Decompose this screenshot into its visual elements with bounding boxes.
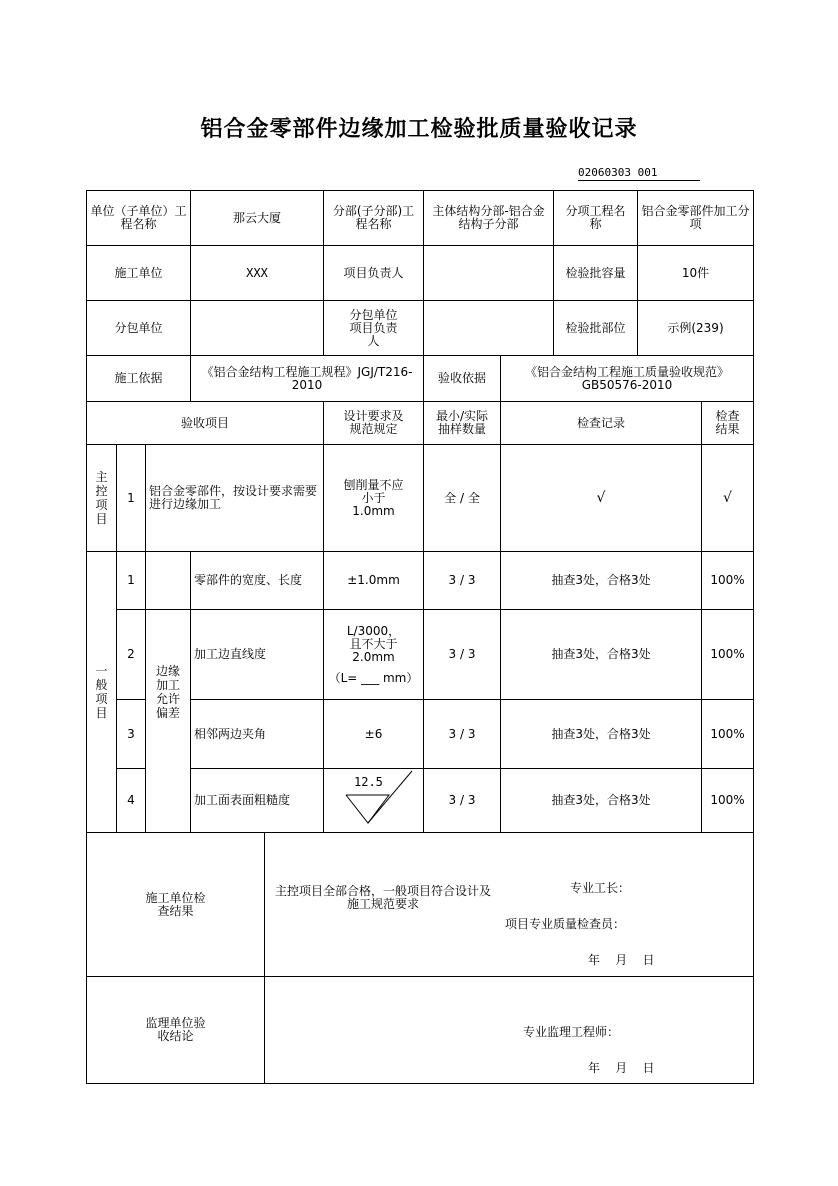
- project-manager-label: 项目负责人: [343, 265, 404, 280]
- roughness-value: 12.5: [354, 775, 383, 789]
- unit-name-value: 那云大厦: [232, 210, 281, 225]
- supervision-conclusion-label: 监理单位验收结论: [145, 1016, 206, 1043]
- division-label: 分部(子分部)工程名称: [332, 204, 415, 231]
- col-sample-header: 最小/实际抽样数量: [435, 409, 489, 436]
- batch-location-label: 检验批部位: [565, 320, 626, 335]
- sub-pm-value: [424, 301, 553, 355]
- general-row-no: 3: [127, 726, 135, 741]
- general-row-no: 2: [127, 647, 135, 661]
- main-control-label: 主控项目: [95, 470, 108, 526]
- accept-basis-value: 《铝合金结构工程施工质量验收规范》GB50576-2010: [524, 364, 729, 392]
- general-items-label: 一般项目: [95, 664, 108, 720]
- main-item-sample: 全 / 全: [444, 490, 480, 505]
- contractor-label: 施工单位: [114, 265, 163, 280]
- supervision-engineer-label: 专业监理工程师：: [523, 1025, 620, 1039]
- subcontractor-label: 分包单位: [114, 320, 163, 335]
- general-row-name: 相邻两边夹角: [194, 726, 267, 741]
- basis-value: 《铝合金结构工程施工规程》JGJ/T216-2010: [201, 364, 413, 392]
- basis-label: 施工依据: [114, 371, 163, 385]
- general-row-record: 抽查3处，合格3处: [551, 793, 651, 807]
- construction-conclusion: 主控项目全部合格，一般项目符合设计及施工规范要求: [274, 884, 491, 911]
- construction-result-label: 施工单位检查结果: [145, 890, 206, 918]
- general-row-result: 100%: [710, 793, 745, 807]
- general-row-result: 100%: [710, 726, 745, 741]
- sub-pm-label: 分包单位项目负责人: [349, 307, 398, 348]
- accept-basis-label: 验收依据: [437, 371, 486, 385]
- unit-name-label: 单位（子单位）工程名称: [90, 204, 187, 231]
- main-item-record: √: [596, 489, 606, 506]
- general-row-sample: 3 / 3: [448, 573, 476, 587]
- edge-deviation-group-label: 边缘加工允许偏差: [155, 664, 180, 720]
- general-row-name: 加工边直线度: [194, 647, 267, 661]
- col-spec-header: 设计要求及规范规定: [343, 409, 404, 436]
- quality-inspector-label: 项目专业质量检查员：: [505, 917, 626, 931]
- batch-location-value: 示例(239): [667, 320, 724, 335]
- subitem-label: 分项工程名称: [565, 204, 626, 231]
- general-row-spec: ±6: [364, 726, 383, 741]
- page-title: 铝合金零部件边缘加工检验批质量验收记录: [200, 116, 638, 142]
- roughness-triangle-icon: [324, 769, 423, 832]
- construction-date: 年 月 日: [588, 953, 655, 967]
- division-value: 主体结构分部-铝合金结构子分部: [432, 204, 545, 231]
- batch-capacity-value: 10件: [681, 265, 710, 280]
- general-row-spec-length: （L= ___ mm）: [328, 670, 419, 685]
- subcontractor-value: [191, 301, 323, 355]
- general-row-no: 4: [127, 793, 135, 807]
- general-row-sample: 3 / 3: [448, 726, 476, 741]
- col-item-header: 验收项目: [180, 415, 229, 430]
- general-row-name: 零部件的宽度、长度: [194, 573, 303, 587]
- supervision-date: 年 月 日: [588, 1061, 655, 1075]
- general-row-spec-cell: [324, 610, 423, 699]
- general-row-sample: 3 / 3: [448, 793, 476, 807]
- general-row-record: 抽查3处，合格3处: [551, 647, 651, 661]
- general-row-name: 加工面表面粗糙度: [194, 793, 291, 807]
- contractor-value: XXX: [246, 265, 268, 280]
- main-item-text: 铝合金零部件，按设计要求需要进行边缘加工: [149, 484, 318, 511]
- general-row-spec: ±1.0mm: [347, 573, 400, 587]
- project-manager-value: [424, 246, 553, 300]
- general-row-result: 100%: [710, 647, 745, 661]
- general-row-result: 100%: [710, 573, 745, 587]
- col-result-header: 检查结果: [715, 409, 740, 436]
- main-item-no: 1: [127, 490, 135, 505]
- foreman-signature-label: 专业工长：: [570, 881, 631, 895]
- general-row-sample: 3 / 3: [448, 647, 476, 661]
- roughness-symbol: [324, 769, 423, 832]
- record-code: 02060303 001: [578, 166, 700, 181]
- general-row-record: 抽查3处，合格3处: [551, 726, 651, 741]
- general-row-record: 抽查3处，合格3处: [551, 573, 651, 587]
- main-item-spec: 刨削量不应小于1.0mm: [343, 477, 404, 518]
- general-row-spec: L/3000，且不大于2.0mm: [346, 623, 401, 664]
- main-item-result: √: [723, 489, 732, 506]
- subitem-value: 铝合金零部件加工分项: [641, 204, 750, 231]
- general-row-no: 1: [127, 573, 135, 587]
- batch-capacity-label: 检验批容量: [565, 265, 626, 280]
- col-record-header: 检查记录: [576, 415, 625, 430]
